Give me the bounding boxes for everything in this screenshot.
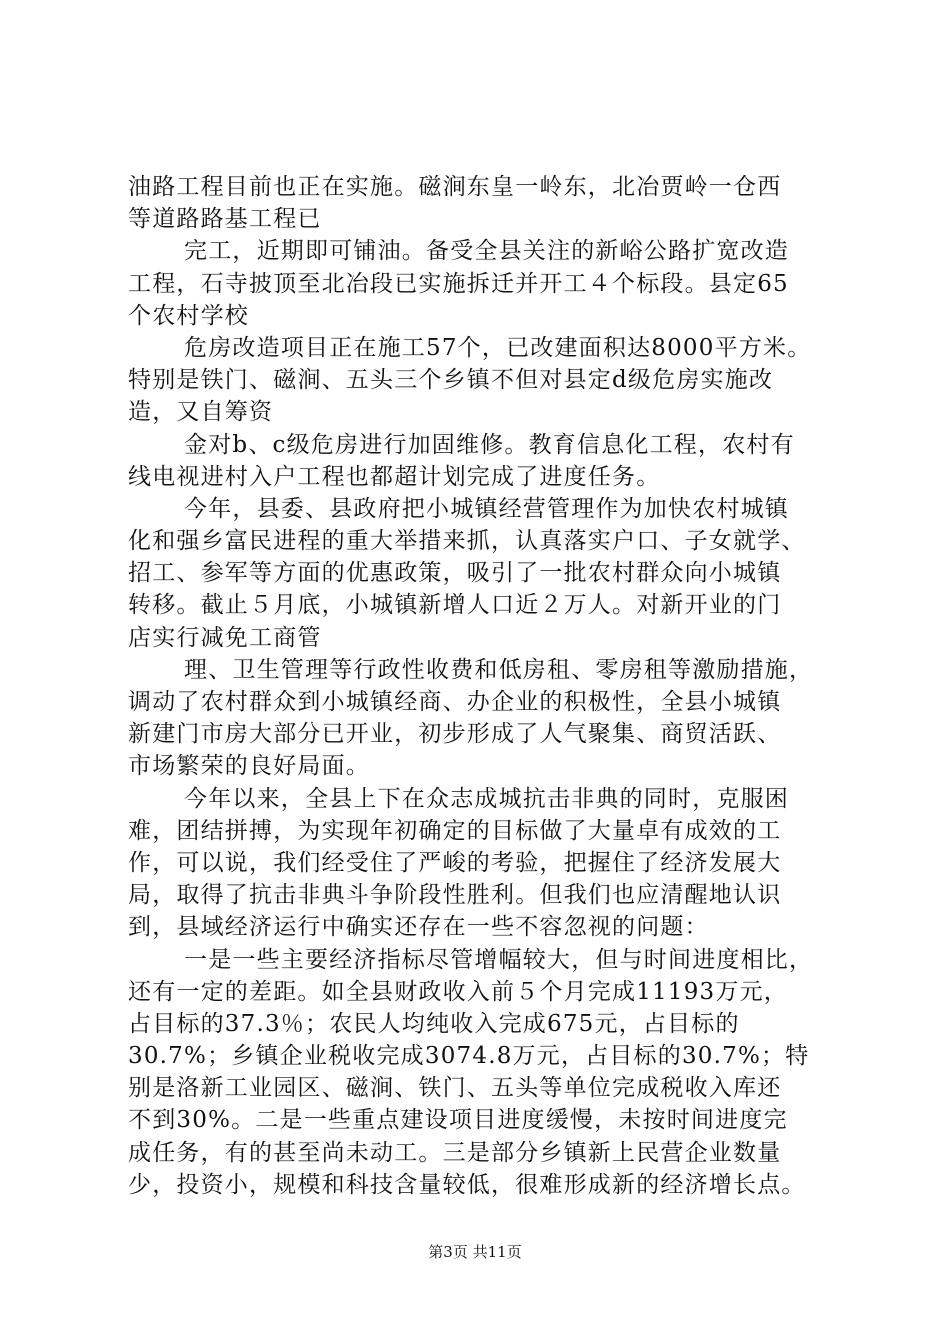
body-text: [128, 171, 850, 1201]
text-line: 油路工程目前也正在实施。磁涧东皇一岭东，北冶贾岭一仓西: [128, 174, 782, 200]
text-line: 到，县域经济运行中确实还存在一些不容忽视的问题：: [128, 914, 709, 941]
text-line: 不到30%。二是一些重点建设项目进度缓慢，未按时间进度完: [128, 1107, 788, 1134]
text-line: 新建门市房大部分已开业，初步形成了人气聚集、商贸活跃、: [128, 721, 782, 748]
text-line: 特别是铁门、磁涧、五头三个乡镇不但对县定d级危房实施改: [128, 367, 774, 394]
text-line: 工程，石寺披顶至北冶段已实施拆迁并开工４个标段。县定65: [128, 270, 789, 297]
text-line: 还有一定的差距。如全县财政收入前５个月完成11193万元，: [128, 978, 788, 1005]
text-line: 化和强乡富民进程的重大举措来抓，认真落实户口、子女就学、: [128, 528, 806, 555]
text-line: 占目标的37.3％；农民人均纯收入完成675元，占目标的: [128, 1010, 740, 1037]
text-line: 招工、参军等方面的优惠政策，吸引了一批农村群众向小城镇: [128, 560, 782, 587]
page-footer: 第3页 共11页: [428, 1243, 522, 1261]
text-line: 作，可以说，我们经受住了严峻的考验，把握住了经济发展大: [128, 849, 782, 876]
text-line: 等道路路基工程已: [128, 206, 322, 233]
text-line: 今年，县委、县政府把小城镇经营管理作为加快农村城镇: [184, 495, 789, 522]
text-line: 成任务，有的甚至尚未动工。三是部分乡镇新上民营企业数量: [128, 1139, 782, 1166]
text-line: 店实行减免工商管: [128, 624, 322, 651]
text-line: 转移。截止５月底，小城镇新增人口近２万人。对新开业的门: [128, 592, 782, 619]
text-line: 金对b、c级危房进行加固维修。教育信息化工程，农村有: [184, 431, 795, 458]
text-line: 一是一些主要经济指标尽管增幅较大，但与时间进度相比，: [184, 946, 814, 973]
text-line: 造，又自筹资: [128, 399, 274, 426]
text-line: 局，取得了抗击非典斗争阶段性胜利。但我们也应清醒地认识: [128, 882, 782, 909]
text-line: 线电视进村入户工程也都超计划完成了进度任务。: [128, 463, 661, 490]
text-line: 调动了农村群众到小城镇经商、办企业的积极性，全县小城镇: [128, 689, 782, 715]
text-line: 少，投资小，规模和科技含量较低，很难形成新的经济增长点。: [128, 1171, 806, 1198]
text-line: 危房改造项目正在施工57个，已改建面积达8000平方米。: [184, 334, 812, 361]
text-line: 今年以来，全县上下在众志成城抗击非典的同时，克服困: [184, 785, 789, 812]
text-line: 难，团结拼搏，为实现年初确定的目标做了大量卓有成效的工: [128, 817, 782, 844]
text-line: 个农村学校: [128, 302, 249, 329]
text-line: 理、卫生管理等行政性收费和低房租、零房租等激励措施，: [184, 656, 814, 683]
text-line: 完工，近期即可铺油。备受全县关注的新峪公路扩宽改造: [184, 238, 789, 265]
text-line: 别是洛新工业园区、磁涧、铁门、五头等单位完成税收入库还: [128, 1075, 782, 1102]
text-line: 30.7%；乡镇企业税收完成3074.8万元，占目标的30.7%；特: [128, 1043, 810, 1070]
text-line: 市场繁荣的良好局面。: [128, 753, 370, 780]
